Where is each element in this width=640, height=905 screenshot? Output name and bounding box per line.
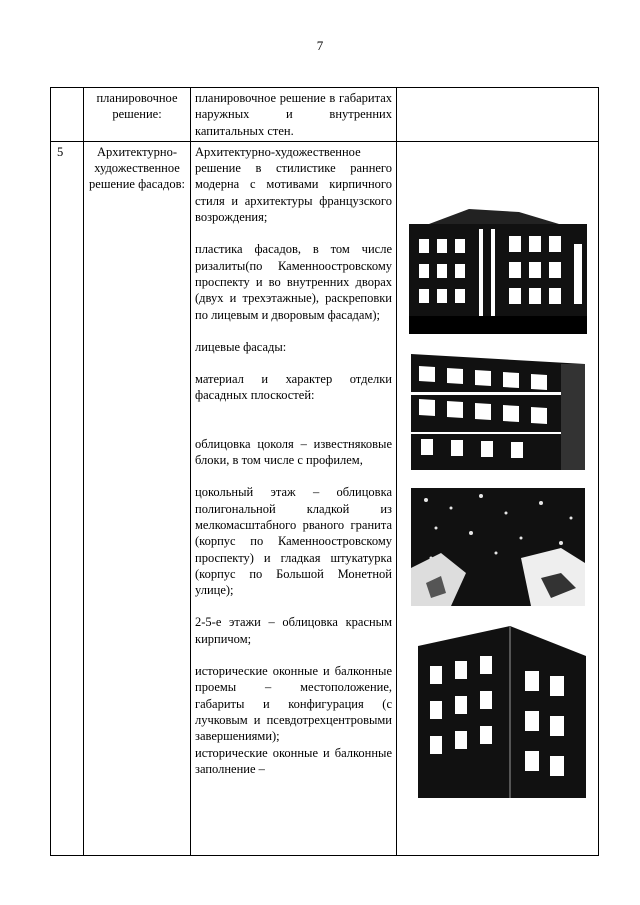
building-facade-photo bbox=[409, 204, 587, 334]
paragraph: исторические оконные и балконные проемы – местоположение, габариты и конфигурация (с лучковым и псевдотрехцентровыми завершениями); bbox=[195, 664, 392, 744]
feature-name-cell: планировочное решение: bbox=[84, 88, 191, 142]
paragraph: пластика фасадов, в том числе ризалиты(по Каменноостровскому проспекту и во внутренних дворах (двух и трехэтажные), раскреповки по лицевым и дворовым фасадам); bbox=[195, 242, 392, 322]
monument-features-table bbox=[50, 87, 599, 856]
row-number-cell: 5 bbox=[51, 141, 84, 855]
page-number: 7 bbox=[316, 38, 324, 53]
facade-perspective-photo bbox=[411, 354, 585, 470]
feature-description-cell: планировочное решение в габаритах наружных и внутренних капитальных стен. bbox=[191, 88, 397, 142]
paragraph: лицевые фасады: bbox=[195, 339, 287, 354]
paragraph: материал и характер отделки фасадных плоскостей: bbox=[195, 372, 392, 403]
photo-cell bbox=[397, 141, 599, 855]
row-number-cell bbox=[51, 88, 84, 142]
table-row bbox=[51, 141, 599, 855]
table-row bbox=[51, 88, 599, 142]
feature-description-cell bbox=[191, 141, 397, 855]
feature-name-cell: Архитектурно-художественное решение фасадов: bbox=[84, 141, 191, 855]
paragraph: 2-5-е этажи – облицовка красным кирпичом; bbox=[195, 615, 392, 646]
paragraph: исторические оконные и балконные заполнение – bbox=[195, 745, 392, 776]
paragraph: цокольный этаж – облицовка полигональной кладкой из мелкомасштабного рваного гранита (корпус по Каменноостровскому проспекту) и гладкая штукатурка (корпус по Большой Монетной улице); bbox=[195, 485, 392, 598]
paragraph: облицовка цоколя – известняковые блоки, в том числе с профилем, bbox=[195, 436, 392, 468]
photo-cell bbox=[397, 88, 599, 142]
paragraph: Архитектурно-художественное решение в стилистике раннего модерна с мотивами кирпичного стиля и архитектуры французского возрождения; bbox=[195, 144, 392, 225]
corner-tower-photo bbox=[410, 626, 586, 798]
granite-masonry-photo bbox=[411, 488, 585, 606]
